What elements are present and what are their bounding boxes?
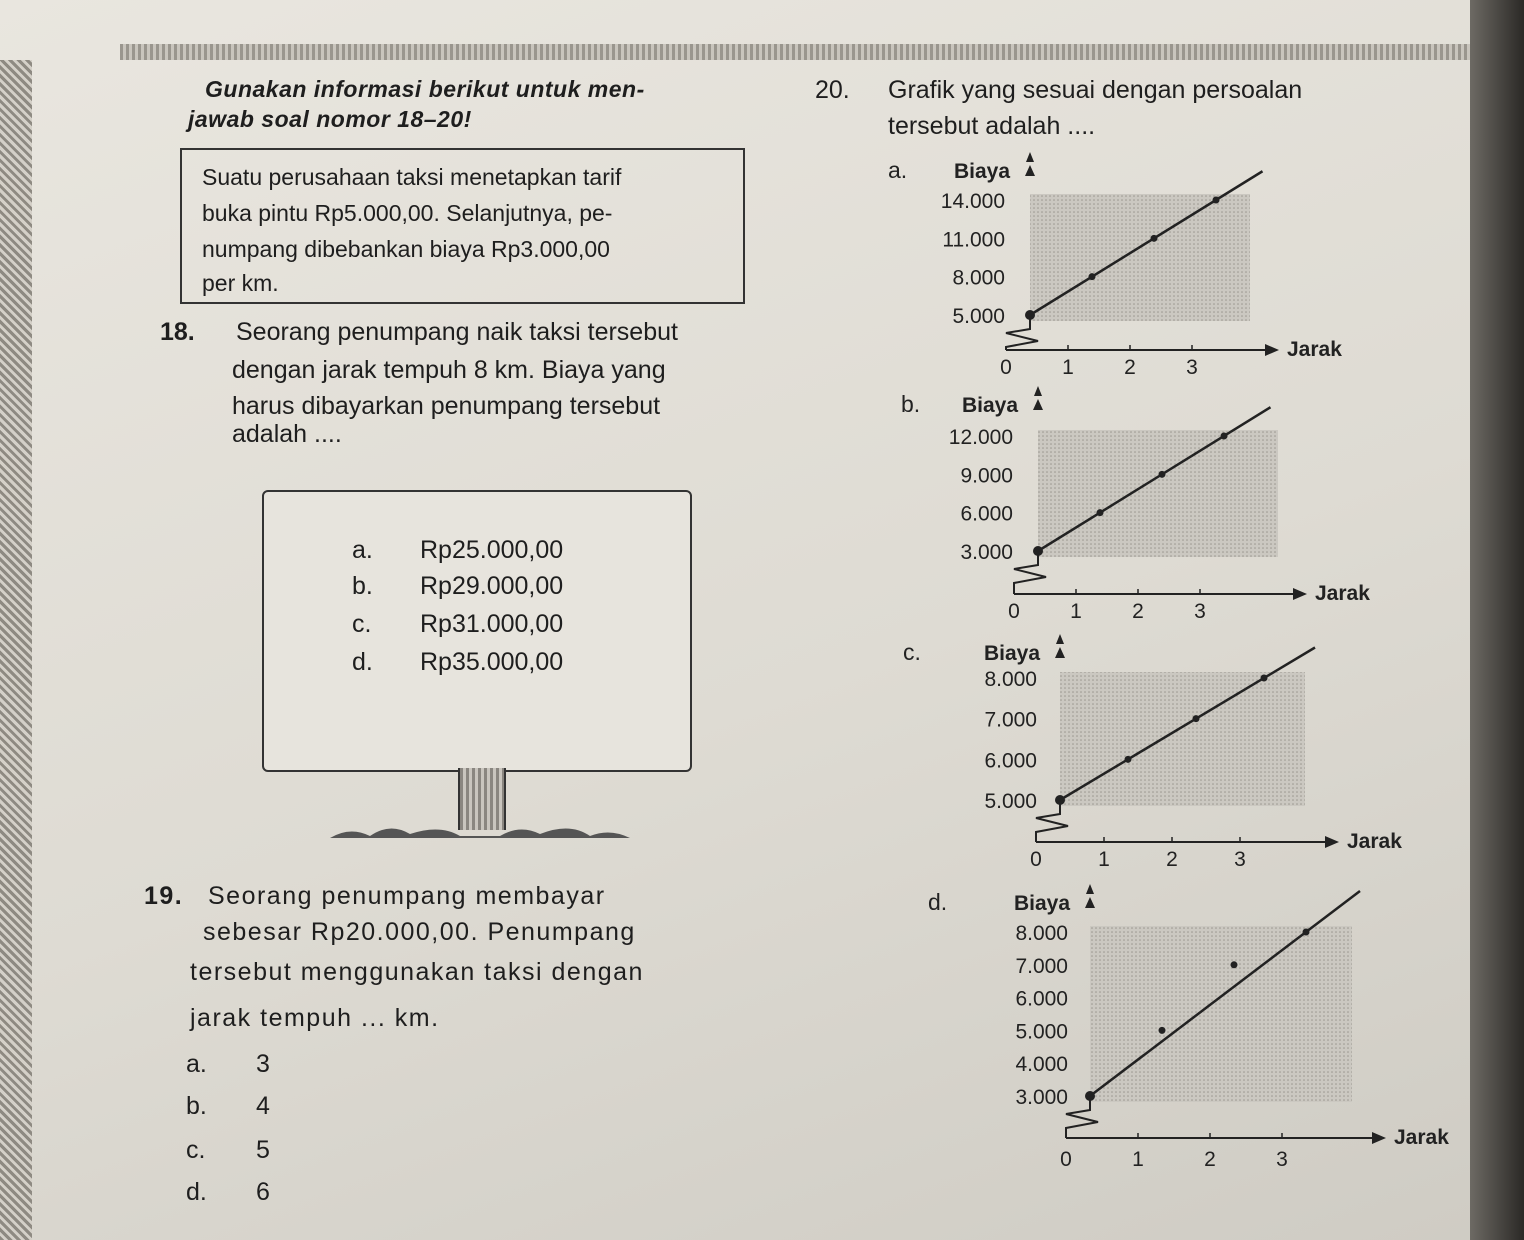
axis-break (1036, 804, 1068, 842)
q19-option-letter[interactable]: d. (186, 1178, 207, 1206)
q18-option-d[interactable]: Rp35.000,00 (420, 648, 564, 676)
x-tick-label: 2 (1124, 356, 1136, 379)
y-tick-label: 5.000 (984, 790, 1037, 813)
q18-option-b[interactable]: Rp29.000,00 (420, 572, 564, 600)
data-point (1231, 961, 1238, 968)
x-tick-label: 1 (1132, 1148, 1144, 1171)
y-tick-label: 8.000 (952, 266, 1005, 290)
info-line: numpang dibebankan biaya Rp3.000,00 (202, 236, 610, 262)
q19-line: sebesar Rp20.000,00. Penumpang (203, 918, 636, 946)
y-tick-label: 4.000 (1015, 1053, 1068, 1077)
q18-option-a[interactable]: Rp25.000,00 (420, 536, 564, 564)
data-point (1159, 471, 1166, 478)
y-axis-arrow (1055, 647, 1065, 658)
graph-option-b[interactable] (893, 386, 1370, 626)
taxi-info-box (180, 148, 745, 304)
graph-option-letter: c. (903, 639, 921, 665)
axis-break (1014, 555, 1046, 594)
x-axis-title: Jarak (1347, 830, 1402, 853)
q19-option-letter[interactable]: c. (186, 1136, 206, 1164)
x-tick-label: 0 (1060, 1148, 1072, 1171)
y-tick-label: 12.000 (948, 426, 1013, 449)
x-tick-label: 3 (1276, 1148, 1288, 1171)
graph-option-letter: d. (928, 889, 948, 915)
x-tick-label: 1 (1070, 600, 1082, 623)
y-tick-label: 14.000 (940, 190, 1005, 213)
y-axis-arrow (1085, 897, 1095, 908)
info-line: buka pintu Rp5.000,00. Selanjutnya, pe- (202, 200, 613, 226)
q18-option-letter[interactable]: d. (352, 648, 373, 676)
x-tick-label: 1 (1062, 356, 1074, 379)
shaded-region (1060, 672, 1305, 806)
dark-background-edge (1470, 0, 1524, 1240)
y-axis-arrow (1026, 152, 1034, 162)
x-tick-label: 0 (1030, 848, 1042, 871)
axis-break (1006, 319, 1038, 350)
info-line: per km. (202, 270, 279, 296)
q19-line: jarak tempuh ... km. (190, 1004, 440, 1032)
q19-option-d[interactable]: 6 (256, 1178, 270, 1206)
x-axis-title: Jarak (1287, 338, 1342, 361)
x-axis-title: Jarak (1394, 1126, 1449, 1149)
data-point (1213, 197, 1220, 204)
shaded-region (1090, 926, 1352, 1102)
q20-number: 20. (815, 76, 850, 104)
y-tick-label: 9.000 (960, 464, 1013, 488)
y-tick-label: 7.000 (1015, 954, 1068, 978)
q19-option-b[interactable]: 4 (256, 1092, 270, 1120)
x-axis-arrow (1265, 344, 1279, 356)
data-point (1193, 715, 1200, 722)
axis-break (1066, 1100, 1098, 1138)
x-axis-arrow (1372, 1132, 1386, 1144)
y-tick-label: 5.000 (1015, 1020, 1068, 1044)
x-tick-label: 2 (1204, 1148, 1216, 1171)
q18-option-c[interactable]: Rp31.000,00 (420, 610, 564, 638)
data-point (1159, 1027, 1166, 1034)
data-point (1125, 756, 1132, 763)
x-tick-label: 0 (1008, 600, 1020, 623)
data-point (1085, 1091, 1095, 1101)
q18-line: adalah .... (232, 420, 342, 448)
y-axis-arrow (1086, 884, 1094, 894)
data-point (1097, 509, 1104, 516)
y-axis-arrow (1034, 386, 1042, 396)
x-tick-label: 2 (1166, 848, 1178, 871)
q18-line: harus dibayarkan penumpang tersebut (232, 392, 661, 420)
q18-option-letter[interactable]: b. (352, 572, 373, 600)
y-axis-arrow (1033, 399, 1043, 410)
y-axis-arrow (1056, 634, 1064, 644)
y-axis-title: Biaya (984, 642, 1041, 665)
graph-option-letter: a. (888, 157, 908, 183)
graph-option-c[interactable] (895, 626, 1402, 876)
y-tick-label: 3.000 (1015, 1086, 1068, 1109)
y-tick-label: 6.000 (1015, 987, 1068, 1011)
graph-option-d[interactable] (922, 882, 1452, 1182)
data-point (1261, 675, 1268, 682)
page-top-border (120, 44, 1470, 60)
grass-decoration (330, 818, 630, 840)
page-left-margin-pattern (0, 60, 32, 1240)
data-point (1221, 433, 1228, 440)
q20-line: tersebut adalah .... (888, 112, 1096, 140)
q19-option-a[interactable]: 3 (256, 1050, 270, 1078)
q19-option-letter[interactable]: b. (186, 1092, 207, 1120)
shaded-region (1038, 430, 1278, 557)
q19-line: Seorang penumpang membayar (208, 882, 606, 910)
y-tick-label: 11.000 (942, 228, 1005, 252)
q18-line: Seorang penumpang naik taksi tersebut (236, 318, 678, 346)
x-tick-label: 3 (1234, 848, 1246, 871)
q19-option-letter[interactable]: a. (186, 1050, 207, 1078)
info-line: Suatu perusahaan taksi menetapkan tarif (202, 164, 622, 190)
q18-line: dengan jarak tempuh 8 km. Biaya yang (232, 356, 666, 384)
instruction-header-line2: jawab soal nomor 18–20! (188, 106, 472, 132)
y-tick-label: 3.000 (960, 541, 1013, 564)
y-tick-label: 7.000 (984, 708, 1037, 732)
graph-option-letter: b. (901, 391, 921, 417)
y-tick-label: 6.000 (984, 749, 1037, 773)
data-point (1033, 546, 1043, 556)
x-tick-label: 3 (1186, 356, 1198, 379)
x-axis-arrow (1325, 836, 1339, 848)
y-tick-label: 5.000 (952, 305, 1005, 328)
q20-line: Grafik yang sesuai dengan persoalan (888, 76, 1303, 104)
instruction-header-line1: Gunakan informasi berikut untuk men- (205, 76, 645, 102)
y-axis-title: Biaya (954, 160, 1011, 183)
y-axis-title: Biaya (962, 394, 1019, 417)
data-point (1303, 929, 1310, 936)
y-axis-title: Biaya (1014, 892, 1071, 915)
x-tick-label: 1 (1098, 848, 1110, 871)
graph-option-a[interactable] (880, 150, 1350, 380)
data-point (1151, 235, 1158, 242)
x-tick-label: 2 (1132, 600, 1144, 623)
q18-number: 18. (160, 318, 195, 346)
shaded-region (1030, 194, 1250, 321)
x-axis-arrow (1293, 588, 1307, 600)
q19-line: tersebut menggunakan taksi dengan (190, 958, 644, 986)
x-tick-label: 3 (1194, 600, 1206, 623)
q19-number: 19. (144, 882, 184, 910)
y-axis-arrow (1025, 165, 1035, 176)
y-tick-label: 8.000 (1015, 922, 1068, 945)
x-axis-title: Jarak (1315, 582, 1370, 605)
q19-option-c[interactable]: 5 (256, 1136, 270, 1164)
x-tick-label: 0 (1000, 356, 1012, 379)
y-tick-label: 6.000 (960, 502, 1013, 526)
y-tick-label: 8.000 (984, 668, 1037, 691)
data-point (1025, 310, 1035, 320)
data-point (1055, 795, 1065, 805)
q18-option-letter[interactable]: c. (352, 610, 372, 638)
q18-option-letter[interactable]: a. (352, 536, 373, 564)
data-point (1089, 273, 1096, 280)
